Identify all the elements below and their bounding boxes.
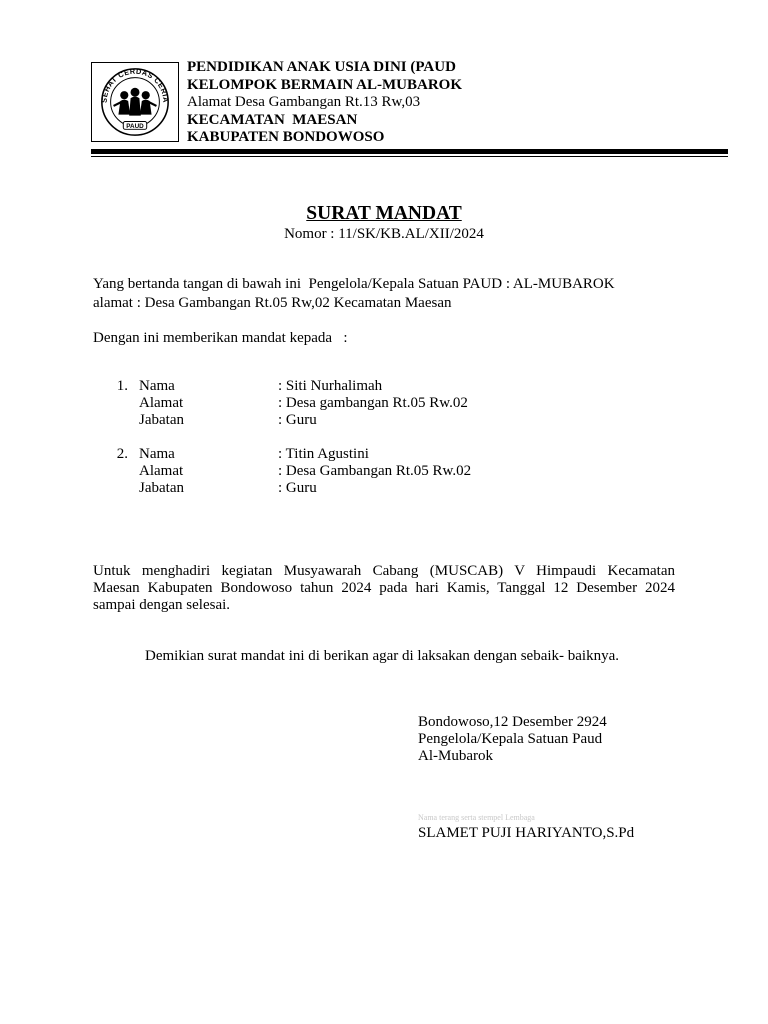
field-value: : Siti Nurhalimah: [278, 378, 383, 394]
closing-statement: Demikian surat mandat ini di berikan agar di laksakan dengan sebaik- baiknya.: [145, 648, 620, 664]
field-value: : Desa Gambangan Rt.05 Rw.02: [278, 463, 472, 479]
field-value: : Guru: [278, 480, 317, 496]
signature-place-date: Bondowoso,12 Desember 2924: [418, 714, 607, 730]
letterhead-address: Alamat Desa Gambangan Rt.13 Rw,03: [187, 94, 421, 111]
letterhead-district: KECAMATAN MAESAN: [187, 111, 358, 128]
intro-line-1: Yang bertanda tangan di bawah ini Pengelola/Kepala Satuan PAUD : AL-MUBAROK: [93, 276, 615, 292]
letterhead: [187, 59, 462, 147]
field-value: : Titin Agustini: [278, 446, 369, 462]
logo-caption: PAUD: [126, 122, 144, 130]
letterhead-divider-thin: [91, 156, 728, 157]
intro-paragraph: [93, 275, 615, 313]
field-label: Jabatan: [139, 480, 184, 496]
document-title: SURAT MANDAT: [306, 203, 462, 224]
signatory-name: SLAMET PUJI HARIYANTO,S.Pd: [418, 825, 635, 841]
letterhead-line-2: KELOMPOK BERMAIN AL-MUBAROK: [187, 76, 463, 93]
purpose-line-3: sampai dengan selesai.: [93, 597, 231, 613]
field-label: Nama: [139, 378, 175, 394]
logo-arc-text: SEHAT CERDAS CERIA: [99, 66, 171, 104]
intro-line-2: alamat : Desa Gambangan Rt.05 Rw,02 Kecamatan Maesan: [93, 295, 452, 311]
field-label: Jabatan: [139, 412, 184, 428]
purpose-line-1: Untuk menghadiri kegiatan Musyawarah Cabang (MUSCAB) V Himpaudi Kecamatan: [93, 563, 675, 579]
signature-institution: Al-Mubarok: [418, 748, 493, 764]
field-label: Nama: [139, 446, 175, 462]
purpose-paragraph: [93, 563, 675, 614]
letterhead-divider-thick: [91, 149, 728, 154]
field-value: : Desa gambangan Rt.05 Rw.02: [278, 395, 468, 411]
field-label: Alamat: [139, 395, 184, 411]
signature-role: Pengelola/Kepala Satuan Paud: [418, 731, 603, 747]
purpose-line-2: Maesan Kabupaten Bondowoso tahun 2024 pada hari Kamis, Tanggal 12 Desember 2024: [93, 580, 675, 596]
mandate-statement: Dengan ini memberikan mandat kepada :: [93, 330, 348, 346]
letterhead-regency: KABUPATEN BONDOWOSO: [187, 129, 385, 146]
person-number: 1.: [116, 378, 128, 394]
paud-emblem-icon: [92, 63, 178, 141]
person-number: 2.: [116, 446, 128, 462]
field-label: Alamat: [139, 463, 184, 479]
school-logo: [91, 62, 179, 142]
field-value: : Guru: [278, 412, 317, 428]
letterhead-line-1: PENDIDIKAN ANAK USIA DINI (PAUD: [187, 59, 456, 75]
document-number: Nomor : 11/SK/KB.AL/XII/2024: [284, 226, 484, 242]
signature-hint: Nama terang serta stempel Lembaga: [418, 813, 535, 822]
